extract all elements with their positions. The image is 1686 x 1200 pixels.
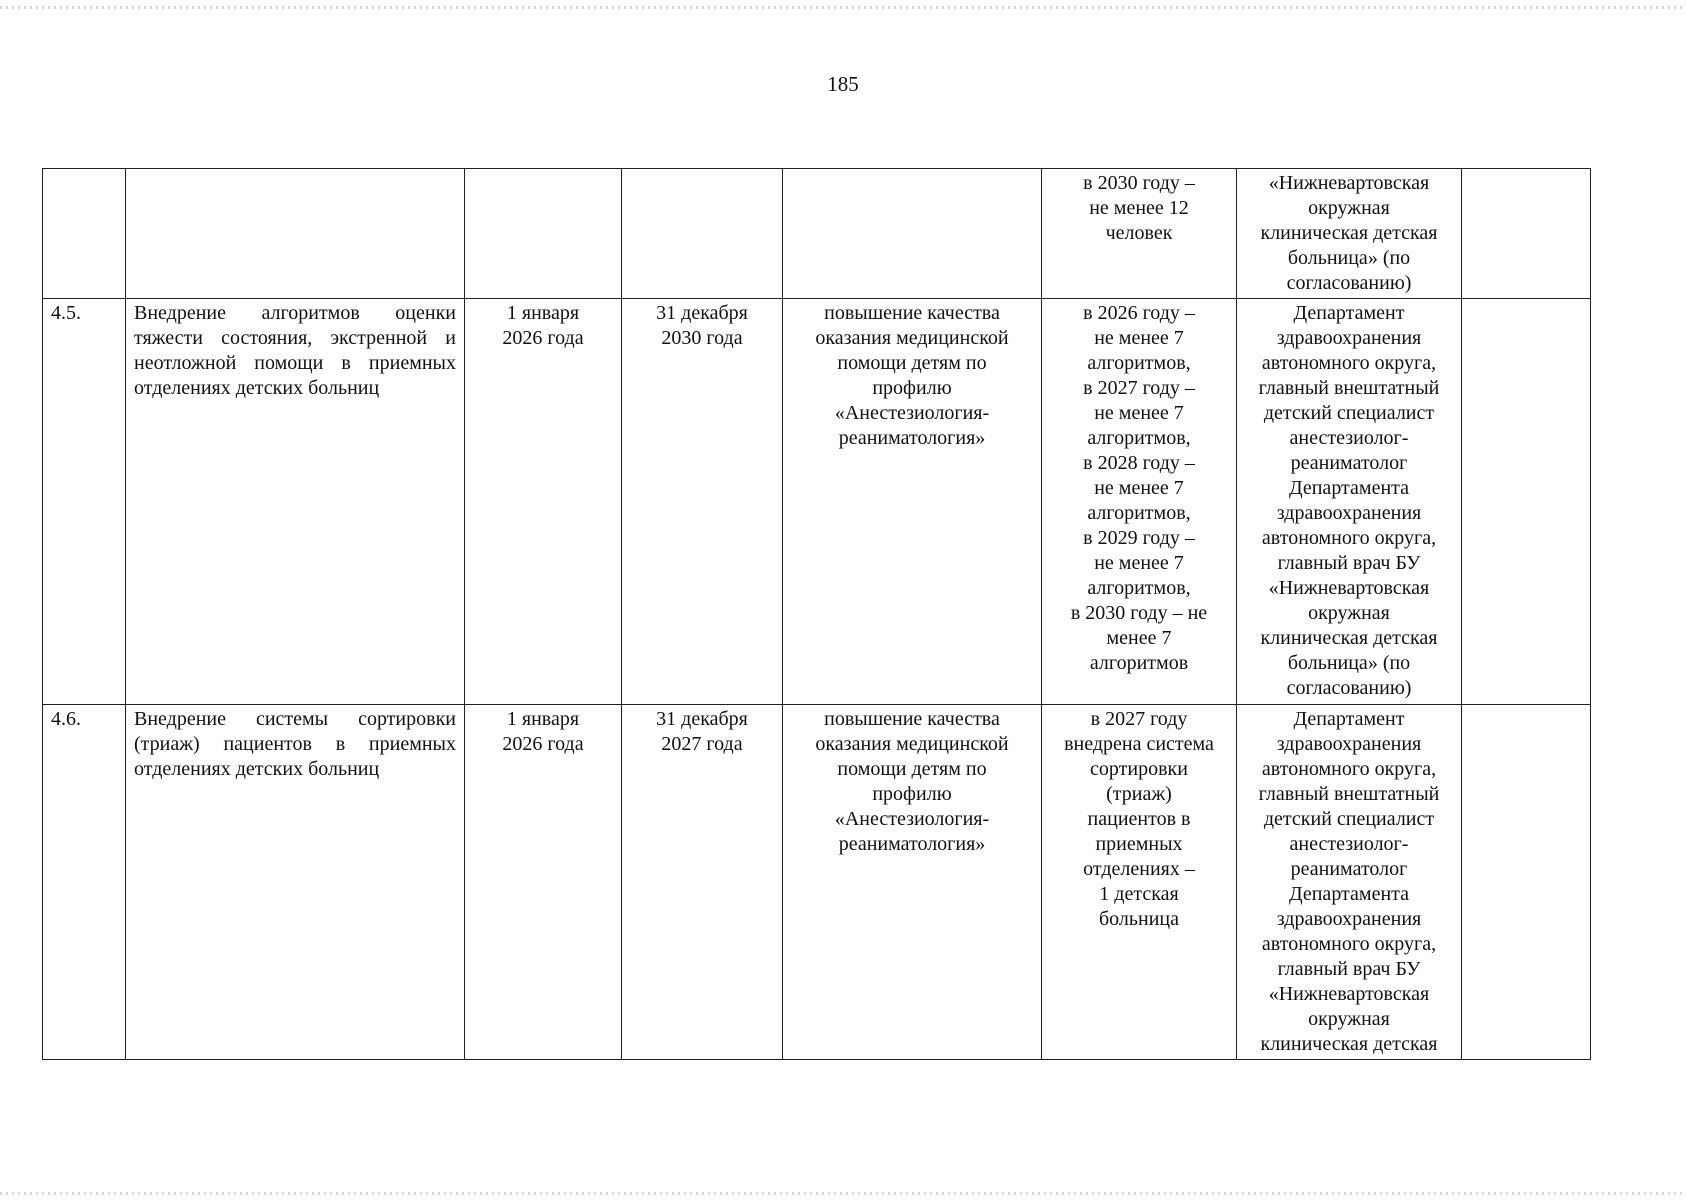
text-line: здравоохранения [1276, 908, 1422, 930]
cell-measure-name: Внедрение системы сортировки (триаж) пациентов в приемных отделениях детских больниц [126, 705, 465, 1060]
text-line: главный врач БУ [1277, 552, 1421, 574]
text-line: алгоритмов, [1087, 502, 1191, 524]
text-line: окружная [1308, 197, 1390, 219]
text-line: детский специалист [1263, 402, 1435, 424]
text-line: в 2027 году – [1083, 377, 1195, 399]
text-line: помощи детям по [837, 758, 987, 780]
text-line: пациентов в [1087, 808, 1191, 830]
text-line: не менее 12 [1089, 197, 1189, 219]
text-line: сортировки [1090, 758, 1188, 780]
text-line: согласованию) [1286, 677, 1412, 699]
text-line: в 2030 году – не [1070, 602, 1208, 624]
text-line: реаниматология» [838, 427, 986, 449]
text-line: приемных [1095, 833, 1183, 855]
text-line: в 2028 году – [1083, 452, 1195, 474]
cell-end-date [622, 299, 783, 705]
text-line: здравоохранения [1276, 327, 1422, 349]
cell-responsible [1237, 299, 1462, 705]
text-line: клиническая детская [1260, 627, 1438, 649]
text-line: 1 января [506, 708, 580, 730]
text-line: главный внештатный [1258, 377, 1440, 399]
text-line: не менее 7 [1094, 552, 1184, 574]
cell-note [1462, 299, 1591, 705]
text-line: в 2030 году – [1083, 172, 1195, 194]
text-line: 2027 года [661, 733, 743, 755]
cell-expected-result [783, 169, 1042, 299]
text-line: в 2027 году [1090, 708, 1188, 730]
text-line: анестезиолог- [1289, 833, 1409, 855]
text-line: здравоохранения [1276, 502, 1422, 524]
cell-start-date [465, 299, 622, 705]
text-line: «Нижневартовская [1268, 172, 1430, 194]
cell-indicator [1042, 299, 1237, 705]
text-line: Департамент [1293, 302, 1405, 324]
cell-number: 4.6. [43, 705, 126, 1060]
text-line: реаниматология» [838, 833, 986, 855]
cell-indicator [1042, 705, 1237, 1060]
text-line: анестезиолог- [1289, 427, 1409, 449]
text-line: «Анестезиология- [834, 402, 990, 424]
scan-edge-top [0, 6, 1686, 9]
text-line: Департамента [1288, 883, 1410, 905]
text-line: (триаж) [1106, 783, 1172, 805]
text-line: «Анестезиология- [834, 808, 990, 830]
text-line: клиническая детская [1260, 1033, 1438, 1055]
scan-edge-bottom [0, 1192, 1686, 1195]
text-line: помощи детям по [837, 352, 987, 374]
text-line: оказания медицинской [815, 733, 1009, 755]
cell-expected-result [783, 705, 1042, 1060]
cell-end-date [622, 169, 783, 299]
text-line: детский специалист [1263, 808, 1435, 830]
text-line: автономного округа, [1261, 933, 1437, 955]
text-line: не менее 7 [1094, 402, 1184, 424]
text-line: отделениях – [1083, 858, 1195, 880]
text-line: 1 января [506, 302, 580, 324]
text-line: повышение качества [824, 302, 1000, 324]
table-row [43, 299, 1591, 705]
text-line: «Нижневартовская [1268, 983, 1430, 1005]
cell-note [1462, 169, 1591, 299]
cell-measure-name [126, 169, 465, 299]
text-line: алгоритмов, [1087, 577, 1191, 599]
cell-expected-result [783, 299, 1042, 705]
text-line: Департамент [1293, 708, 1405, 730]
text-line: согласованию) [1286, 272, 1412, 294]
text-line: внедрена система [1064, 733, 1214, 755]
text-line: больница [1099, 908, 1179, 930]
text-line: автономного округа, [1261, 758, 1437, 780]
text-line: в 2026 году – [1083, 302, 1195, 324]
text-line: профилю [872, 783, 952, 805]
text-line: алгоритмов, [1087, 427, 1191, 449]
text-line: профилю [872, 377, 952, 399]
text-line: реаниматолог [1290, 858, 1408, 880]
cell-measure-name: Внедрение алгоритмов оценки тяжести состояния, экстренной и неотложной помощи в приемных отделениях детских больниц [126, 299, 465, 705]
text-line: не менее 7 [1094, 477, 1184, 499]
text-line: главный врач БУ [1277, 958, 1421, 980]
text-line: 31 декабря [656, 708, 748, 730]
text-line: автономного округа, [1261, 527, 1437, 549]
cell-number: 4.5. [43, 299, 126, 705]
text-line: 2026 года [502, 327, 584, 349]
cell-note [1462, 705, 1591, 1060]
text-line: 2030 года [661, 327, 743, 349]
measures-table [42, 168, 1591, 1060]
cell-number [43, 169, 126, 299]
text-line: в 2029 году – [1083, 527, 1195, 549]
text-line: 31 декабря [656, 302, 748, 324]
text-line: реаниматолог [1290, 452, 1408, 474]
cell-responsible [1237, 705, 1462, 1060]
text-line: больница» (по [1287, 247, 1411, 269]
text-line: не менее 7 [1094, 327, 1184, 349]
text-line: Департамента [1288, 477, 1410, 499]
text-line: 1 детская [1099, 883, 1179, 905]
text-line: алгоритмов, [1087, 352, 1191, 374]
text-line: главный внештатный [1258, 783, 1440, 805]
text-line: окружная [1308, 1008, 1390, 1030]
cell-responsible [1237, 169, 1462, 299]
text-line: повышение качества [824, 708, 1000, 730]
text-line: человек [1105, 222, 1173, 244]
cell-end-date [622, 705, 783, 1060]
page-number: 185 [827, 72, 859, 96]
text-line: «Нижневартовская [1268, 577, 1430, 599]
text-line: здравоохранения [1276, 733, 1422, 755]
cell-start-date [465, 169, 622, 299]
cell-indicator [1042, 169, 1237, 299]
text-line: клиническая детская [1260, 222, 1438, 244]
text-line: окружная [1308, 602, 1390, 624]
table-row [43, 705, 1591, 1060]
text-line: 2026 года [502, 733, 584, 755]
cell-start-date [465, 705, 622, 1060]
text-line: оказания медицинской [815, 327, 1009, 349]
text-line: больница» (по [1287, 652, 1411, 674]
text-line: автономного округа, [1261, 352, 1437, 374]
text-line: алгоритмов [1089, 652, 1189, 674]
text-line: менее 7 [1106, 627, 1172, 649]
table-row [43, 169, 1591, 299]
